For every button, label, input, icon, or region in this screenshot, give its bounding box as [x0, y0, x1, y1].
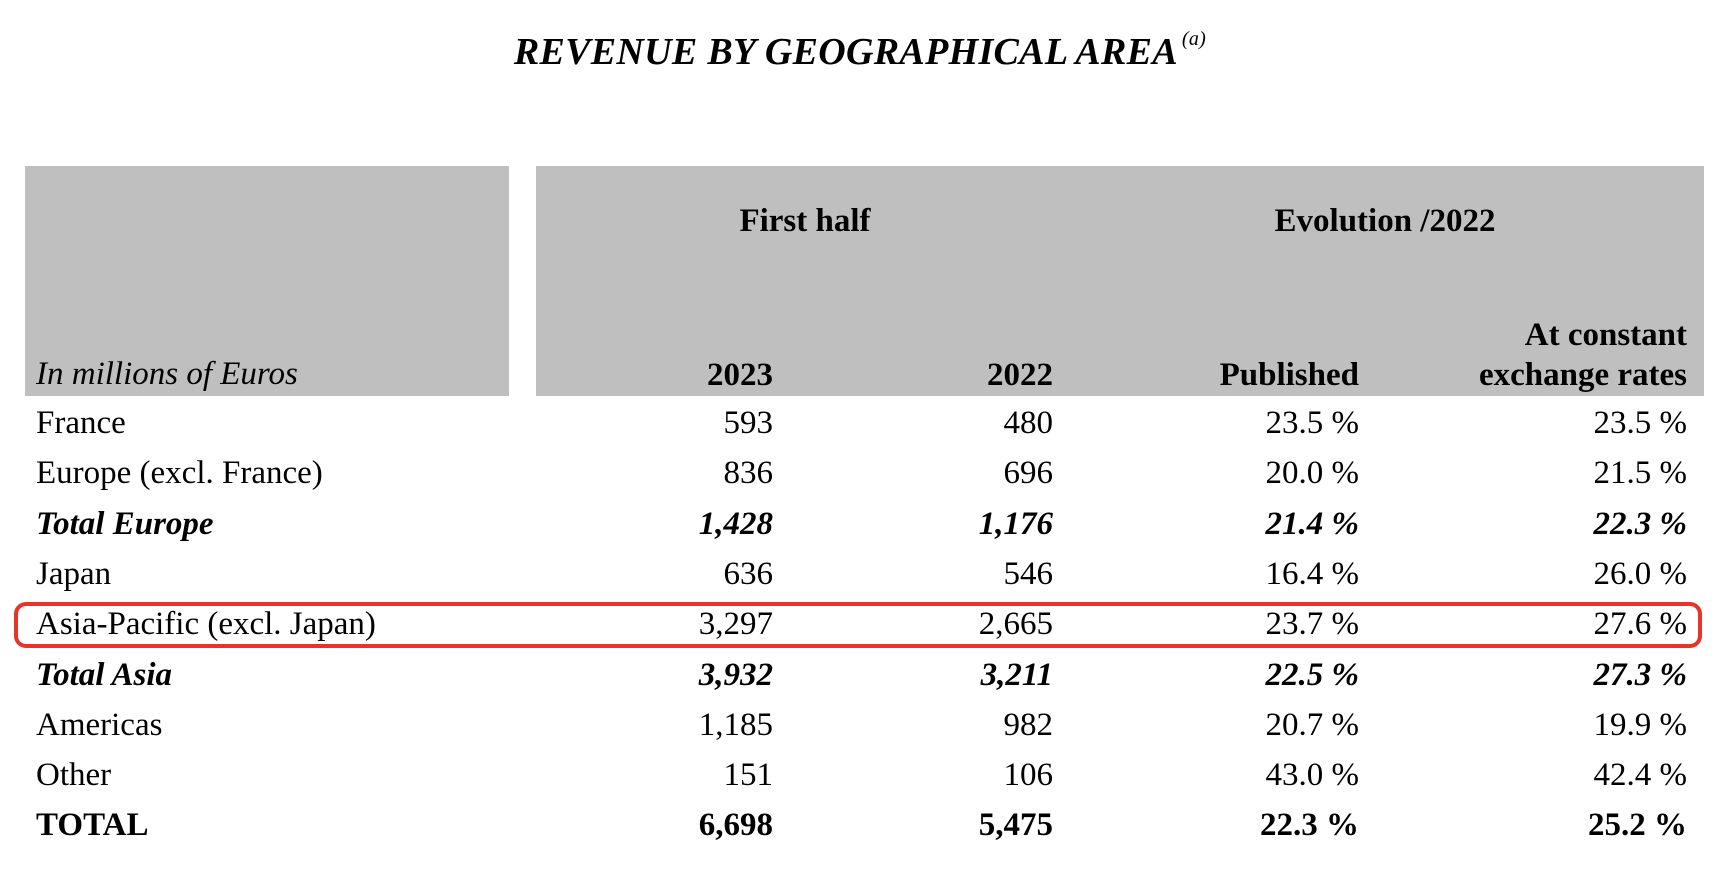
- table-row: [0, 499, 1720, 549]
- value-2023: 3,297: [698, 606, 773, 643]
- value-2022: 106: [1003, 757, 1053, 794]
- table-row: [0, 750, 1720, 800]
- table-row: [0, 700, 1720, 750]
- value-published: 20.7 %: [1265, 706, 1359, 743]
- row-label: Total Asia: [36, 656, 173, 693]
- value-2023: 1,185: [698, 706, 773, 743]
- value-constant-rates: 22.3 %: [1593, 505, 1687, 542]
- value-constant-rates: 23.5 %: [1593, 405, 1687, 441]
- value-2023: 636: [723, 555, 773, 592]
- value-published: 21.4 %: [1265, 505, 1359, 542]
- row-label: Other: [36, 757, 112, 794]
- value-published: 43.0 %: [1265, 757, 1359, 794]
- title-text: REVENUE BY GEOGRAPHICAL AREA: [513, 31, 1178, 73]
- value-constant-rates: 19.9 %: [1593, 706, 1687, 743]
- page-title: [0, 30, 1720, 74]
- value-2022: 546: [1003, 555, 1053, 592]
- value-2023: 6,698: [698, 807, 773, 844]
- table-row: [0, 448, 1720, 498]
- value-published: 23.5 %: [1265, 405, 1359, 441]
- row-label: Asia-Pacific (excl. Japan): [36, 606, 376, 643]
- value-2023: 151: [723, 757, 773, 794]
- row-label: TOTAL: [36, 807, 149, 844]
- value-2022: 5,475: [978, 807, 1053, 844]
- value-constant-rates: 27.3 %: [1593, 656, 1687, 693]
- table-row: [0, 549, 1720, 599]
- value-published: 16.4 %: [1265, 555, 1359, 592]
- row-label: France: [36, 405, 126, 441]
- col-2022-header: 2022: [987, 357, 1053, 393]
- value-2022: 1,176: [978, 505, 1053, 542]
- value-constant-rates: 26.0 %: [1593, 555, 1687, 592]
- table-row: [0, 800, 1720, 850]
- value-published: 20.0 %: [1265, 455, 1359, 492]
- value-2022: 982: [1003, 706, 1053, 743]
- value-constant-rates: 21.5 %: [1593, 455, 1687, 492]
- value-2022: 2,665: [978, 606, 1053, 643]
- value-published: 23.7 %: [1265, 606, 1359, 643]
- row-label: Europe (excl. France): [36, 455, 323, 492]
- col-published-header: Published: [1219, 357, 1359, 393]
- table-row: [0, 398, 1720, 448]
- row-label: Japan: [36, 555, 112, 592]
- value-2022: 3,211: [980, 656, 1053, 693]
- row-label: Americas: [36, 706, 163, 743]
- value-published: 22.3 %: [1260, 807, 1359, 844]
- value-constant-rates: 27.6 %: [1593, 606, 1687, 643]
- table-row: [0, 650, 1720, 700]
- evolution-header: Evolution /2022: [1274, 203, 1496, 239]
- value-published: 22.5 %: [1265, 656, 1359, 693]
- unit-label: In millions of Euros: [36, 356, 298, 392]
- value-constant-rates: 25.2 %: [1588, 807, 1687, 844]
- row-highlight-box: [14, 602, 1702, 648]
- value-2023: 1,428: [698, 505, 773, 542]
- value-2023: 836: [723, 455, 773, 492]
- row-label: Total Europe: [36, 505, 214, 542]
- title-footnote-marker: (a): [1181, 28, 1207, 50]
- value-constant-rates: 42.4 %: [1593, 757, 1687, 794]
- value-2022: 696: [1003, 455, 1053, 492]
- first-half-header: First half: [739, 203, 871, 239]
- value-2023: 3,932: [698, 656, 773, 693]
- value-2023: 593: [723, 405, 773, 441]
- col-constant-header-line1: At constant: [1524, 317, 1687, 353]
- col-2023-header: 2023: [707, 357, 773, 393]
- col-constant-header-line2: exchange rates: [1478, 357, 1687, 393]
- value-2022: 480: [1003, 405, 1053, 441]
